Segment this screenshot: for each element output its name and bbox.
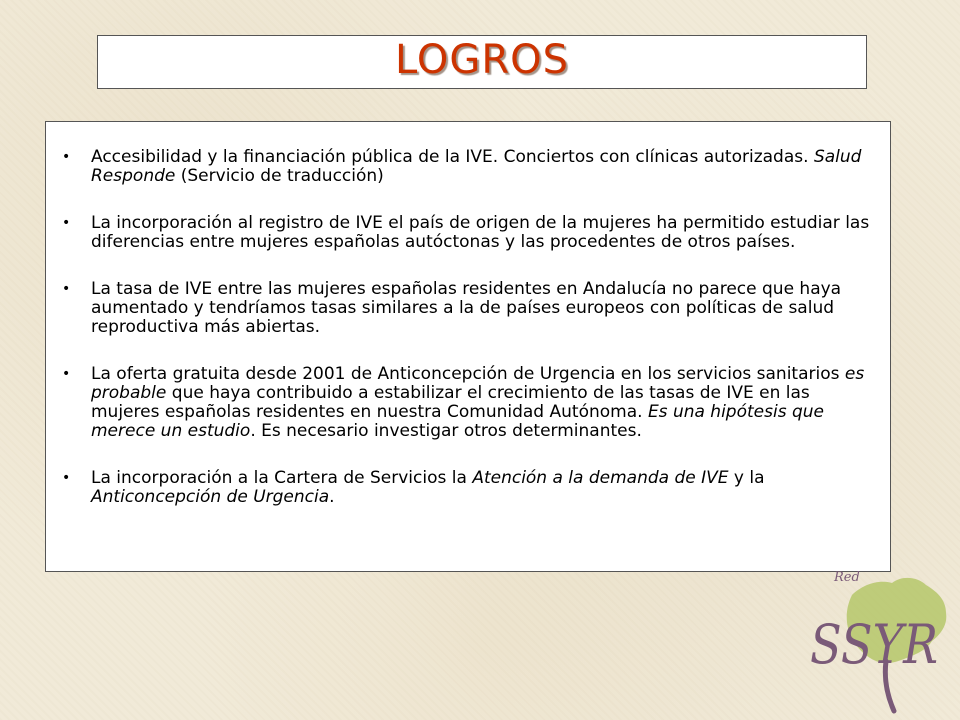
bullet-item: [58, 214, 876, 252]
bullet-text: (Servicio de traducción): [175, 166, 384, 186]
bullet-icon: •: [62, 215, 71, 231]
bullet-text: La tasa de IVE entre las mujeres españolas residentes en Andalucía no parece que haya aumentado y tendríamos tasas similares a la de países europeos con políticas de salud reproductiva más abiertas.: [91, 279, 842, 337]
bullet-icon: •: [62, 149, 71, 165]
bullet-italic-text: Salud Responde: [91, 147, 862, 186]
slide-title: LOGROS: [394, 37, 569, 83]
bullet-text: La incorporación al registro de IVE el país de origen de la mujeres ha permitido estudiar las diferencias entre mujeres españolas autóctonas y las procedentes de otros países.: [91, 213, 870, 252]
bullet-italic-text: es probable: [91, 364, 865, 403]
bullet-text: Accesibilidad y la financiación pública de la IVE. Conciertos con clínicas autorizadas.: [91, 147, 814, 167]
bullet-italic-text: Atención a la demanda de IVE: [472, 468, 729, 488]
logo-ssyr-text: SSYR: [810, 613, 938, 676]
red-ssyr-logo: [800, 565, 950, 715]
bullet-item: [58, 280, 876, 337]
bullet-icon: •: [62, 281, 71, 297]
content-box: [45, 121, 891, 572]
bullet-text: La incorporación a la Cartera de Servicios la: [91, 468, 473, 488]
bullet-item: [58, 469, 876, 507]
bullet-text: que haya contribuido a estabilizar el crecimiento de las tasas de IVE en las mujeres españolas residentes en nuestra Comunidad Autónoma.: [91, 383, 810, 422]
bullet-text: La oferta gratuita desde 2001 de Anticoncepción de Urgencia en los servicios sanitarios: [91, 364, 845, 384]
logo-red-text: Red: [834, 570, 860, 585]
bullet-icon: •: [62, 470, 71, 486]
bullet-icon: •: [62, 366, 71, 382]
bullet-text: .: [329, 487, 335, 507]
bullet-text: . Es necesario investigar otros determinantes.: [250, 421, 642, 441]
bullet-text: y la: [728, 468, 765, 488]
bullet-item: [58, 148, 876, 186]
bullet-italic-text: Es una hipótesis que merece un estudio: [91, 402, 824, 441]
bullet-list: [58, 148, 876, 507]
bullet-italic-text: Anticoncepción de Urgencia: [91, 487, 330, 507]
bullet-item: [58, 365, 876, 441]
title-box: [97, 35, 867, 89]
